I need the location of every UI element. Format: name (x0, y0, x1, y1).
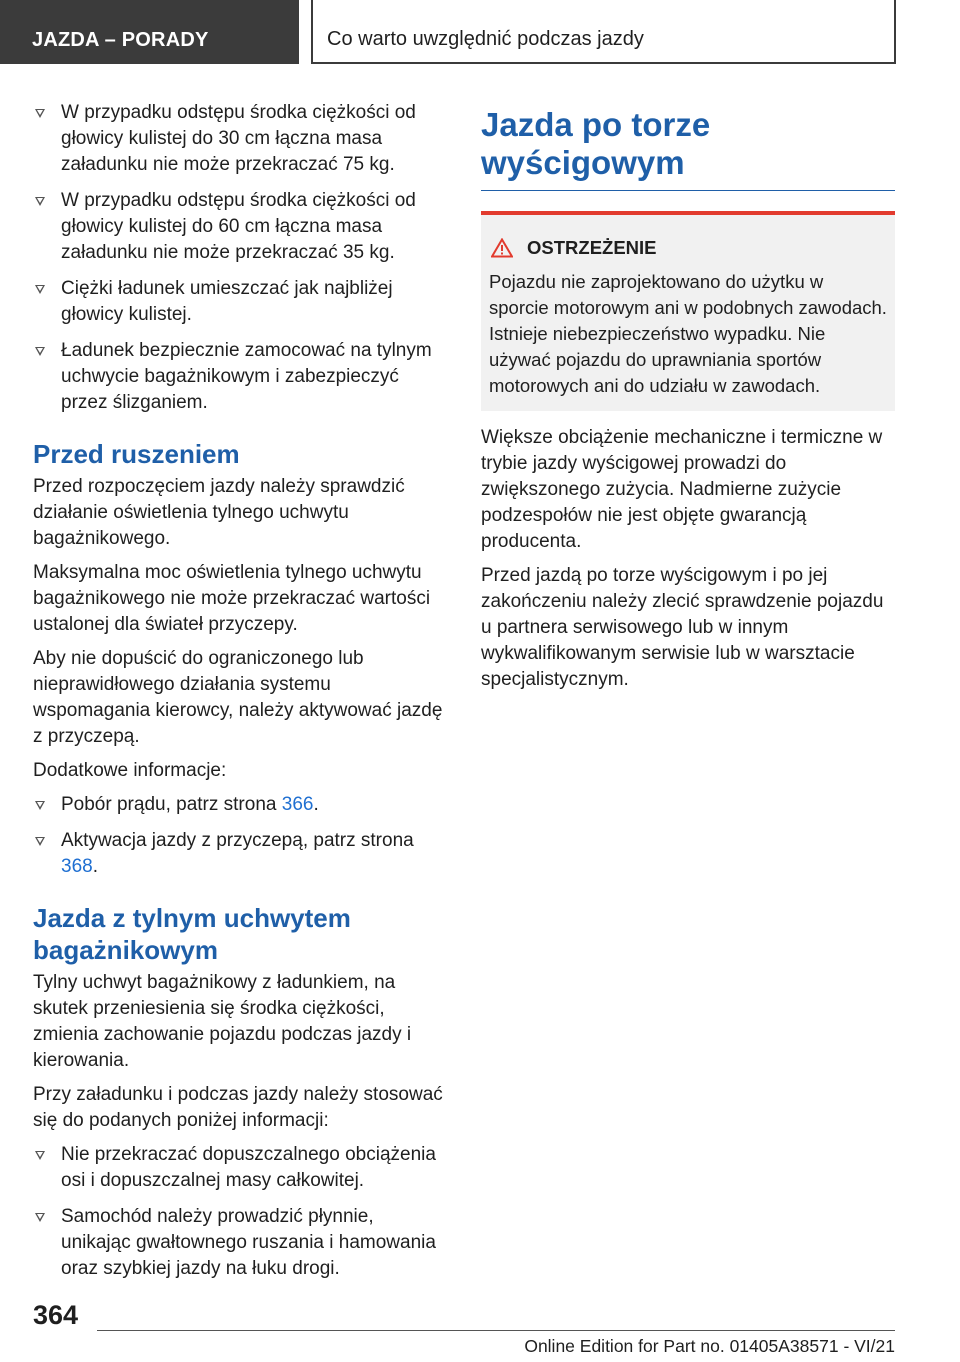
paragraph: Przed jazdą po torze wyścigowym i po jej zakończeniu należy zlecić sprawdzenie pojazdu u partnera serwisowego lub w innym wykwalifikowanym serwisie lub w warsztacie specjalistycznym. (481, 565, 884, 690)
section-heading-przed-ruszeniem: Przed ruszeniem (33, 439, 240, 469)
list-item-text: Ładunek bezpiecznie zamocować na tylnym uchwycie bagażnikowym i zabezpieczyć przez ślizganiem. (61, 340, 432, 413)
bullet-triangle-icon (35, 1213, 45, 1222)
warning-triangle-icon (491, 238, 513, 258)
paragraph: Przed rozpoczęciem jazdy należy sprawdzić działanie oświetlenia tylnego uchwytu bagażnikowego. (33, 476, 405, 549)
right-column (481, 100, 895, 701)
list-item (33, 792, 448, 818)
ref-text: Aktywacja jazdy z przyczepą, patrz strona (61, 830, 414, 851)
footer-divider (97, 1330, 895, 1331)
page-number: 364 (33, 1300, 79, 1330)
page-link-366[interactable]: 366 (281, 794, 314, 815)
list-item (33, 276, 448, 328)
list-item-text: Ciężki ładunek umieszczać jak najbliżej głowicy kulistej. (61, 278, 393, 325)
header-section-label: JAZDA – PORADY (32, 29, 209, 51)
bullet-triangle-icon (35, 1151, 45, 1160)
bullet-triangle-icon (35, 109, 45, 118)
section-heading-tylny-uchwyt: Jazda z tylnym uchwytem bagażnikowym (33, 903, 351, 965)
paragraph: Dodatkowe informacje: (33, 760, 227, 781)
list-item-text: Nie przekraczać dopuszczalnego obciążenia osi i dopuszczalnej masy całkowitej. (61, 1144, 436, 1191)
bullet-triangle-icon (35, 197, 45, 206)
page-title: Jazda po torze wyścigowym (481, 106, 711, 181)
bullet-triangle-icon (35, 347, 45, 356)
header-section-tab (0, 0, 299, 64)
header-chapter-label: Co warto uwzględnić podczas jazdy (327, 28, 644, 50)
footer-edition: Online Edition for Part no. 01405A38571 - VI/21 (524, 1336, 895, 1356)
header-chapter-tab (311, 0, 896, 64)
list-item (33, 188, 448, 266)
ref-end: . (313, 794, 319, 815)
title-divider (481, 190, 895, 191)
list-item (33, 100, 448, 178)
list-item (33, 828, 448, 880)
ref-end: . (92, 856, 98, 877)
paragraph: Tylny uchwyt bagażnikowy z ładunkiem, na skutek przeniesienia się środka ciężkości, zmienia zachowanie pojazdu podczas jazdy i kierowania. (33, 972, 412, 1071)
paragraph: Aby nie dopuścić do ograniczonego lub nieprawidłowego działania systemu wspomagania kierowcy, należy aktywować jazdę z przyczepą. (33, 648, 443, 747)
warning-title (491, 235, 887, 261)
bullet-triangle-icon (35, 837, 45, 846)
left-column (33, 100, 448, 1292)
bullet-triangle-icon (35, 801, 45, 810)
list-item-text: W przypadku odstępu środka ciężkości od głowicy kulistej do 30 cm łączna masa załadunku nie może przekraczać 75 kg. (61, 102, 416, 175)
bullet-triangle-icon (35, 285, 45, 294)
paragraph: Przy załadunku i podczas jazdy należy stosować się do podanych poniżej informacji: (33, 1084, 443, 1131)
list-item-text: W przypadku odstępu środka ciężkości od głowicy kulistej do 60 cm łączna masa załadunku nie może przekraczać 35 kg. (61, 190, 416, 263)
warning-label: OSTRZEŻENIE (527, 237, 657, 258)
ref-text: Pobór prądu, patrz strona (61, 794, 282, 815)
list-item-text: Samochód należy prowadzić płynnie, unikając gwałtownego ruszania i hamowania oraz szybkiej jazdy na łuku drogi. (61, 1206, 436, 1279)
warning-text: Pojazdu nie zaprojektowano do użytku w sporcie motorowym ani w podobnych zawodach. Istnieje niebezpieczeństwo wypadku. Nie używać pojazdu do uprawniania sportów motorowych ani do udziału w zawodach. (489, 271, 887, 396)
page-link-368[interactable]: 368 (61, 856, 93, 877)
warning-box (481, 211, 895, 411)
paragraph: Maksymalna moc oświetlenia tylnego uchwytu bagażnikowego nie może przekraczać wartości ustalonej dla świateł przyczepy. (33, 562, 431, 635)
list-item (33, 1142, 448, 1194)
list-item (33, 338, 448, 416)
paragraph: Większe obciążenie mechaniczne i termiczne w trybie jazdy wyścigowej prowadzi do zwiększonego zużycia. Nadmierne zużycie podzespołów nie jest objęte gwarancją producenta. (481, 427, 883, 552)
list-item (33, 1204, 448, 1282)
